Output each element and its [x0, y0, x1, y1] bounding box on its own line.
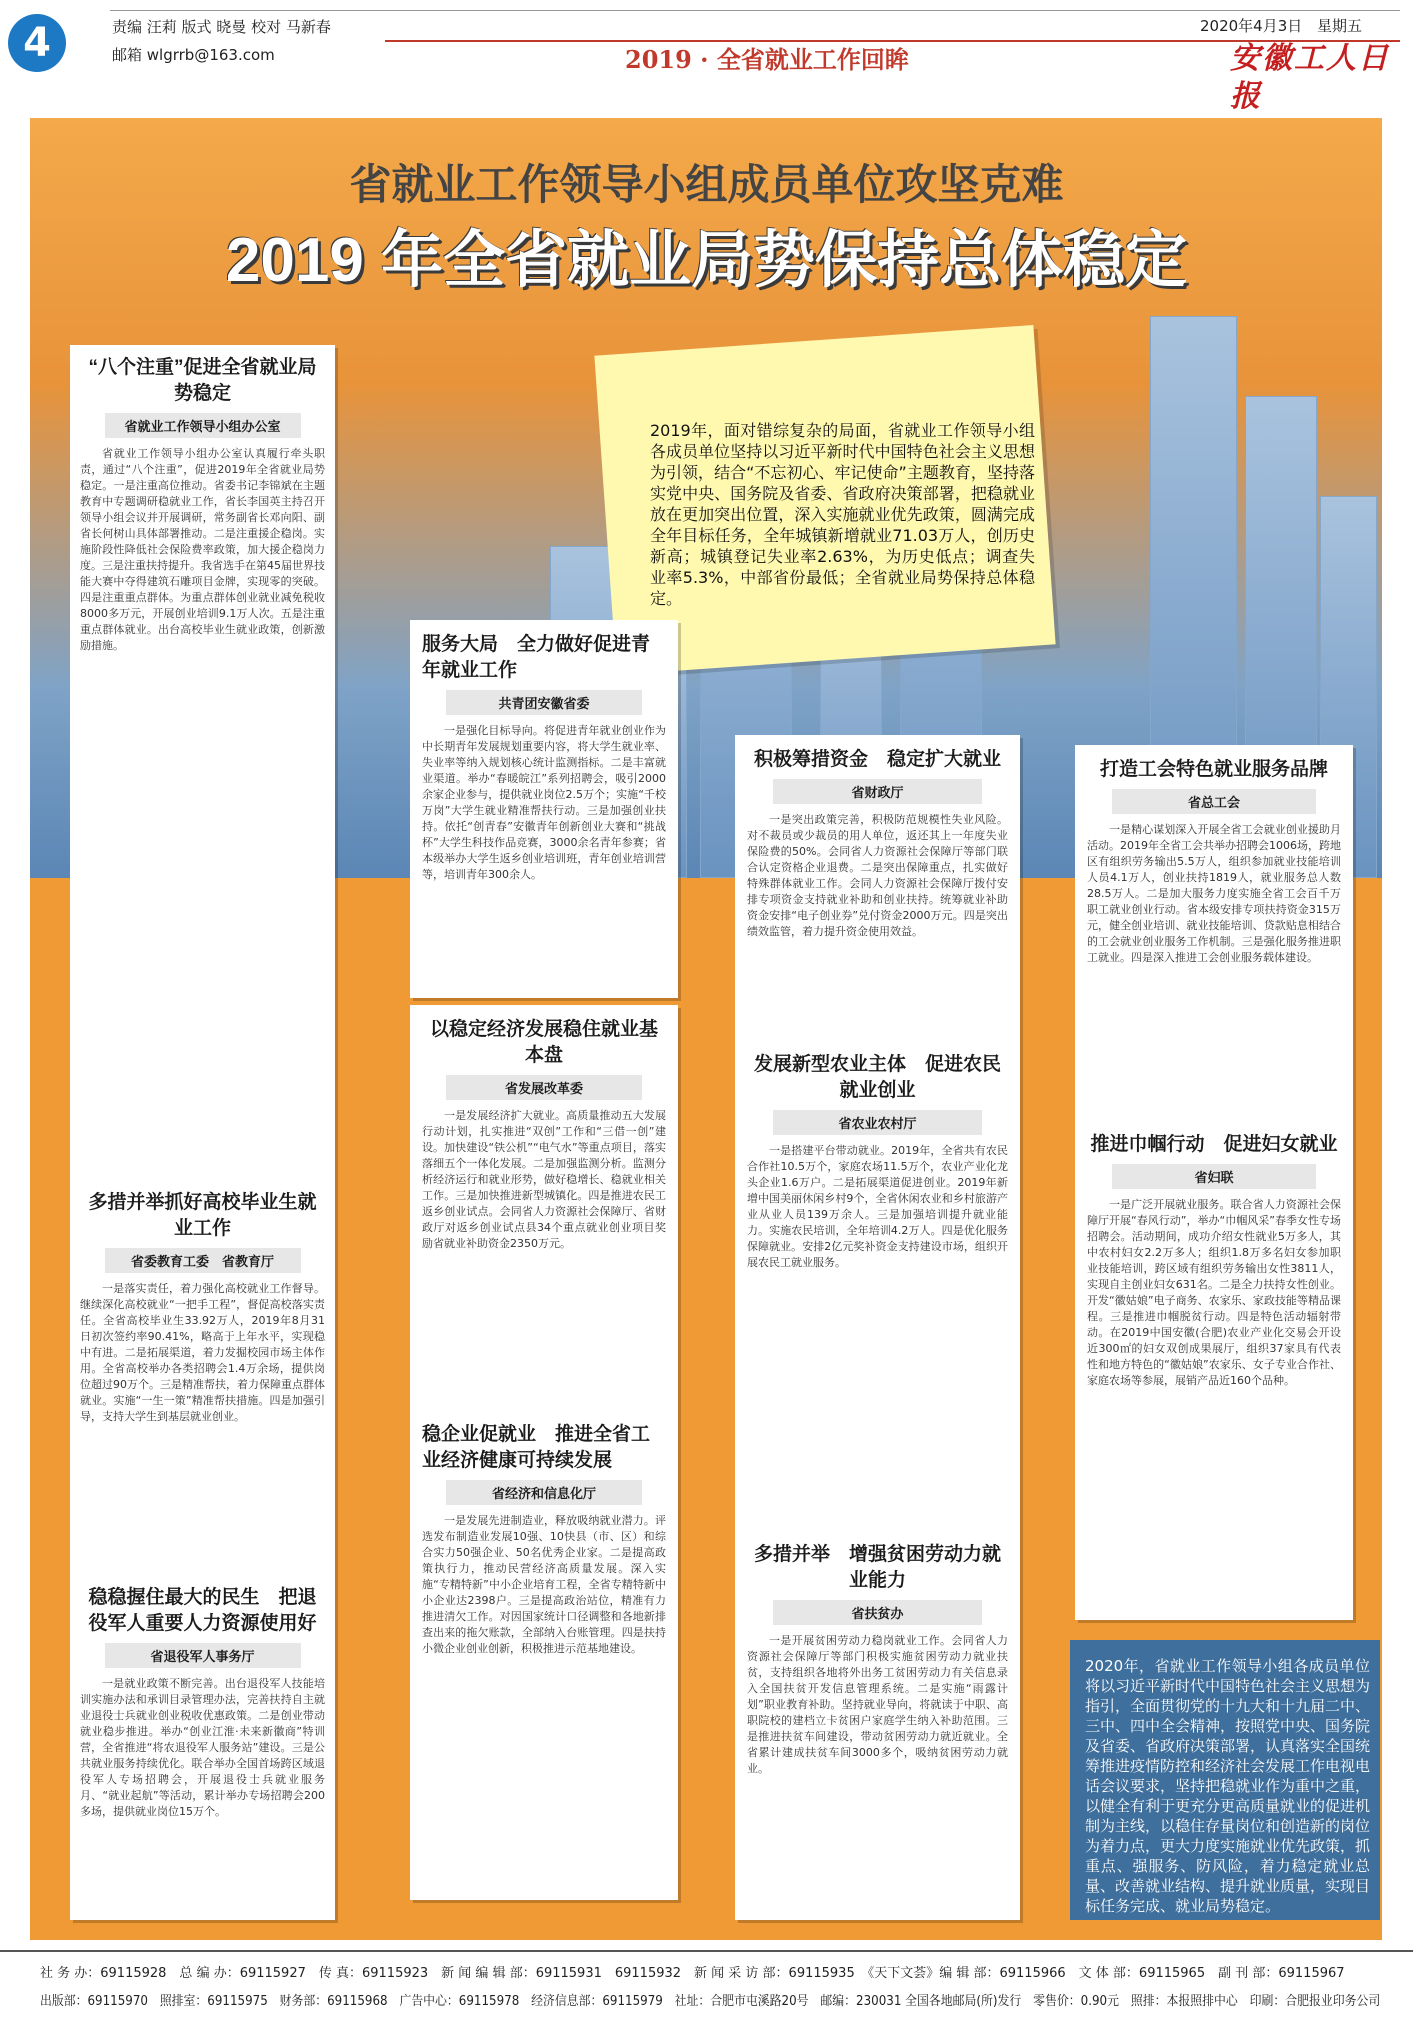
article-7 [735, 735, 1020, 1040]
article-source: 省经济和信息化厅 [446, 1480, 641, 1505]
article-title: “八个注重”促进全省就业局势稳定 [88, 357, 317, 404]
article-source: 共青团安徽省委 [446, 690, 641, 715]
article-body: 一是落实责任，着力强化高校就业工作督导。继续深化高校就业“一把手工程”，督促高校落实责任。全省高校毕业生33.92万人，2019年8月31日初次签约率90.41%，略高于上年水平，实现稳中有进。二是拓展渠道，着力发掘校园市场主体作用。全省高校举办各类招聘会1.4万余场，提供岗位超过90万个。三是精准帮扶，着力保障重点群体就业。实施“一生一策”精准帮扶措施。四是加强引导，支持大学生到基层就业创业。 [80, 1282, 325, 1423]
article-title: 稳企业促就业 推进全省工业经济健康可持续发展 [422, 1424, 651, 1471]
article-10 [1075, 745, 1353, 1120]
article-9 [735, 1530, 1020, 1920]
summary-text: 2020年，省就业工作领导小组各成员单位将以习近平新时代中国特色社会主义思想为指引，全面贯彻党的十九大和十九届二中、三中、四中全会精神，按照党中央、国务院及省委、省政府决策部署，认真落实全国统筹推进疫情防控和经济社会发展工作电视电话会议要求，坚持把稳就业作为重中之重，以健全有利于更充分更高质量就业的促进机制为主线，以稳住存量岗位和创造新的岗位为着力点，更大力度实施就业优先政策，抓重点、强服务、防风险，着力稳定就业总量、改善就业结构、提升就业质量，实现目标任务完成、就业局势稳定。 [1085, 1657, 1371, 1915]
article-1 [70, 345, 335, 1180]
section-title: 2019 · 全省就业工作回眸 [625, 45, 909, 74]
article-title: 以稳定经济发展稳住就业基本盘 [429, 1019, 658, 1066]
editor-line: 责编 汪莉 版式 晓曼 校对 马新春 [112, 18, 331, 36]
article-title: 推进巾帼行动 促进妇女就业 [1090, 1134, 1338, 1155]
article-title: 服务大局 全力做好促进青年就业工作 [422, 634, 651, 681]
article-title: 打造工会特色就业服务品牌 [1099, 759, 1328, 780]
article-body: 一是搭建平台带动就业。2019年，全省共有农民合作社10.5万个，家庭农场11.5万个，农业产业化龙头企业1.6万户。二是拓展渠道促进创业。2019年新增中国美丽休闲乡村9个，全省休闲农业和乡村旅游产业从业人员139万余人。三是加强培训提升就业能力。实施农民培训，全年培训4.2万人。四是优化服务保障就业。安排2亿元奖补资金支持建设市场，组织开展农民工就业服务。 [747, 1144, 1008, 1269]
header-rule [110, 10, 1400, 11]
article-source: 省就业工作领导小组办公室 [105, 413, 301, 438]
article-title: 稳稳握住最大的民生 把退役军人重要人力资源使用好 [88, 1587, 317, 1634]
article-title: 多措并举 增强贫困劳动力就业能力 [753, 1544, 1001, 1591]
banner-title: 省就业工作领导小组成员单位攻坚克难 [349, 161, 1064, 208]
article-source: 省农业农村厅 [773, 1110, 982, 1135]
article-source: 省财政厅 [773, 779, 982, 804]
article-body: 一是就业政策不断完善。出台退役军人技能培训实施办法和承训目录管理办法，完善扶持自主就业退役士兵就业创业税收优惠政策。二是创业带动就业稳步推进。举办“创业江淮·未来新徽商”特训营，全省推进“将农退役军人服务站”建设。三是公共就业服务持续优化。联合举办全国首场跨区域退役军人专场招聘会，开展退役士兵就业服务月、“就业起航”等活动，累计举办专场招聘会200多场，提供就业岗位15万个。 [80, 1677, 325, 1818]
article-5 [410, 1005, 678, 1410]
article-6 [410, 1410, 678, 1900]
footer [0, 1950, 1413, 2032]
article-title: 积极筹措资金 稳定扩大就业 [753, 749, 1001, 770]
paper-logo: 安徽工人日报 [1230, 41, 1390, 114]
article-3 [70, 1575, 335, 1920]
banner-headline: 2019 年全省就业局势保持总体稳定 [225, 226, 1188, 295]
article-source: 省退役军人事务厅 [105, 1643, 301, 1668]
article-source: 省扶贫办 [773, 1600, 982, 1625]
footer-line-1: 社 务 办：69115928 总 编 办：69115927 传 真：69115923 新 闻 编 辑 部：69115931 69115932 新 闻 采 访 部：69115935 《天下文荟》编 辑 部：69115966 文 体 部：69115965 副 刊 部：69115967 [40, 1966, 1345, 1981]
article-2 [70, 1180, 335, 1575]
article-title: 多措并举抓好高校毕业生就业工作 [88, 1192, 317, 1239]
weekday: 星期五 [1317, 17, 1363, 35]
article-source: 省总工会 [1112, 789, 1315, 814]
article-body: 一是发展先进制造业，释放吸纳就业潜力。评选发布制造业发展10强、10快县（市、区）和综合实力50强企业、50名优秀企业家。二是提高政策执行力，推动民营经济高质量发展。深入实施“专精特新”中小企业培育工程，全省专精特新中小企业达2398户。三是提高政治站位，精准有力推进清欠工作。对因国家统计口径调整和各地新排查出来的拖欠账款，全部纳入台账管理。四是扶持小微企业创业创新，积极推进示范基地建设。 [422, 1514, 666, 1655]
article-title: 发展新型农业主体 促进农民就业创业 [753, 1054, 1001, 1101]
article-8 [735, 1040, 1020, 1530]
article-body: 一是开展贫困劳动力稳岗就业工作。会同省人力资源社会保障厅等部门积极实施贫困劳动力就业扶贫，支持组织各地将外出务工贫困劳动力有关信息录入全国扶贫开发信息管理系统。二是实施“雨露计划”职业教育补助。坚持就业导向，将就读于中职、高职院校的建档立卡贫困户家庭学生纳入补助范围。三是推进扶贫车间建设，带动贫困劳动力就近就业。全省累计建成扶贫车间3000多个，吸纳贫困劳动力就业。 [747, 1634, 1008, 1775]
article-source: 省委教育工委 省教育厅 [105, 1248, 301, 1273]
email-line: 邮箱 wlgrrb@163.com [112, 46, 275, 64]
article-source: 省发展改革委 [446, 1075, 641, 1100]
article-body: 一是广泛开展就业服务。联合省人力资源社会保障厅开展“春风行动”，举办“巾帼风采”春季女性专场招聘会。活动期间，成功介绍女性就业5万多人，其中农村妇女2.2万多人；组织1.8万多名妇女参加职业技能培训，跨区域有组织劳务输出女性3811人，实现自主创业妇女631名。二是全力扶持女性创业。开发“徽姑娘”电子商务、农家乐、家政技能等精品课程。三是推进巾帼脱贫行动。四是特色活动辐射带动。在2019中国安徽(合肥)农业产业化交易会开设近300㎡的妇女双创成果展厅，组织37家具有代表性和地方特色的“徽姑娘”农家乐、女子专业合作社、家庭农场等参展，展销产品近160个品种。 [1087, 1198, 1341, 1387]
date-line [1200, 15, 1362, 36]
footer-line-2: 出版部：69115970 照排室：69115975 财务部：69115968 广告中心：69115978 经济信息部：69115979 社址：合肥市屯溪路20号 邮编：230031 全国各地邮局(所)发行 零售价：0.90元 照排：本报照排中心 印刷：合肥报业印务公司 [40, 1994, 1381, 2009]
article-body: 一是发展经济扩大就业。高质量推动五大发展行动计划，扎实推进“双创”工作和“三借一创”建设。加快建设“铁公机”“电气水”等重点项目，落实落细五个一体化发展。二是加强监测分析。监测分析经济运行和就业形势，做好稳增长、稳就业相关工作。三是加快推进新型城镇化。四是推进农民工返乡创业试点。会同省人力资源社会保障厅、省财政厅对返乡创业试点县34个重点就业创业项目奖励省就业补助资金2350万元。 [422, 1109, 666, 1250]
article-body: 一是精心谋划深入开展全省工会就业创业援助月活动。2019年全省工会共举办招聘会1006场，跨地区有组织劳务输出5.5万人，组织参加就业技能培训人员4.1万人，创业扶持1819人，就业服务总人数28.5万人。二是加大服务力度实施全省工会百千万职工就业创业行动。省本级安排专项扶持资金315万元，健全创业培训、就业技能培训、贷款贴息相结合的工会就业创业服务工作机制。三是强化服务推进职工就业。四是深入推进工会创业服务载体建设。 [1087, 823, 1341, 964]
date: 2020年4月3日 [1200, 17, 1303, 35]
article-body: 一是突出政策完善，积极防范规模性失业风险。对不裁员或少裁员的用人单位，返还其上一年度失业保险费的50%。会同省人力资源社会保障厅等部门联合认定资格企业退费。二是突出保障重点，扎实做好特殊群体就业工作。会同人力资源社会保障厅拨付安排专项资金支持就业补助和创业扶持。统筹就业补助资金安排“电子创业券”兑付资金2000万元。四是突出绩效监管，着力提升资金使用效益。 [747, 813, 1008, 938]
page-number-badge: 4 [8, 14, 66, 72]
article-11 [1075, 1120, 1353, 1620]
article-4 [410, 620, 678, 998]
article-body: 省就业工作领导小组办公室认真履行牵头职责，通过“八个注重”，促进2019年全省就业局势稳定。一是注重高位推动。省委书记李锦斌在主题教育中专题调研稳就业工作，省长李国英主持召开领导小组会议并开展调研，常务副省长邓向阳、副省长何树山具体部署推动。二是注重援企稳岗。实施阶段性降低社会保险费率政策，加大援企稳岗力度。三是注重扶持提升。我省选手在第45届世界技能大赛中夺得建筑石雕项目金牌，实现零的突破。四是注重重点群体。为重点群体创业就业减免税收8000多万元，开展创业培训9.1万人次。五是注重重点群体就业。出台高校毕业生就业政策，创新激励措施。 [80, 447, 325, 652]
article-source: 省妇联 [1112, 1164, 1315, 1189]
intro-text: 2019年，面对错综复杂的局面，省就业工作领导小组各成员单位坚持以习近平新时代中国特色社会主义思想为引领，结合“不忘初心、牢记使命”主题教育，坚持落实党中央、国务院及省委、省政府决策部署，把稳就业放在更加突出位置，深入实施就业优先政策，圆满完成全年目标任务，全年城镇新增就业71.03万人，创历史新高；城镇登记失业率2.63%，为历史低点；调查失业率5.3%，中部省份最低；全省就业局势保持总体稳定。 [650, 421, 1035, 608]
article-body: 一是强化目标导向。将促进青年就业创业作为中长期青年发展规划重要内容，将大学生就业率、失业率等纳入规划核心统计监测指标。二是丰富就业渠道。举办“春暖皖江”系列招聘会，吸引2000余家企业参与，提供就业岗位2.5万个；实施“千校万岗”大学生就业精准帮扶行动。三是加强创业扶持。依托“创青春”安徽青年创新创业大赛和“挑战杯”大学生科技作品竞赛，3000余名青年参赛；省本级举办大学生返乡创业培训班，青年创业培训营等，培训青年300余人。 [422, 724, 666, 881]
